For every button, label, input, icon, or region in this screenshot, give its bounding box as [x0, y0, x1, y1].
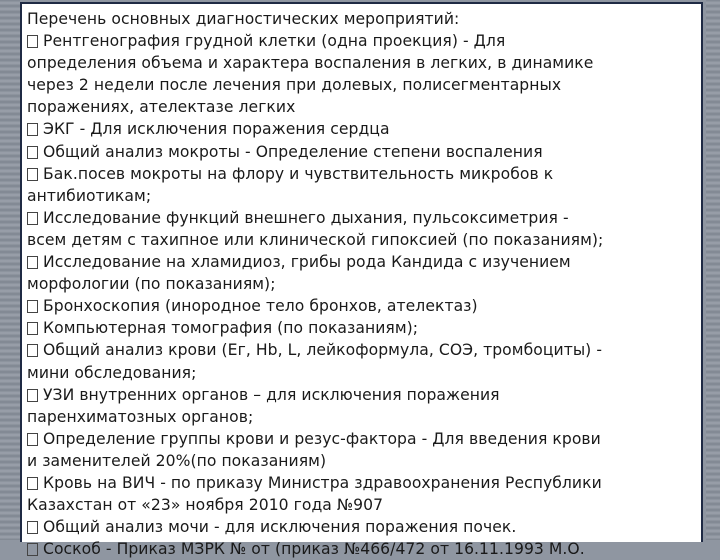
- list-item-line: [27, 516, 699, 538]
- list-item-line: [27, 229, 699, 251]
- list-item-line: [27, 494, 699, 516]
- list-item-text: Казахстан от «23» ноября 2010 года №907: [27, 496, 384, 515]
- bullet-box-icon: [27, 389, 38, 402]
- list-item-text: морфологии (по показаниям);: [27, 275, 276, 294]
- list-item-line: [27, 428, 699, 450]
- list-item-line: [27, 362, 699, 384]
- bullet-box-icon: [27, 477, 38, 490]
- list-item-text: Общий анализ крови (Ег, Hb, L, лейкоформула, СОЭ, тромбоциты) -: [43, 341, 603, 360]
- list-item-text: Исследование функций внешнего дыхания, пульсоксиметрия -: [43, 208, 569, 227]
- list-item-text: поражениях, ателектазе легких: [27, 98, 296, 117]
- list-item-text: паренхиматозных органов;: [27, 407, 254, 426]
- list-item-text: всем детям с тахипное или клинической гипоксией (по показаниям);: [27, 230, 604, 249]
- list-item-text: Исследование на хламидиоз, грибы рода Кандида с изучением: [43, 253, 571, 272]
- list-item-text: мини обследования;: [27, 363, 197, 382]
- list-item-line: [27, 30, 699, 52]
- list-item-line: [27, 52, 699, 74]
- list-item-line: [27, 406, 699, 428]
- list-item-line: [27, 295, 699, 317]
- list-item-line: [27, 384, 699, 406]
- frame-right-border: [706, 0, 720, 540]
- list-item-line: [27, 450, 699, 472]
- list-item-line: [27, 538, 699, 560]
- list-item-text: ЭКГ - Для исключения поражения сердца: [43, 120, 390, 139]
- list-item-text: определения объема и характера воспаления в легких, в динамике: [27, 54, 594, 73]
- list-item-line: [27, 207, 699, 229]
- list-item-line: [27, 163, 699, 185]
- list-item-text: Компьютерная томография (по показаниям);: [43, 319, 419, 338]
- list-item-line: [27, 339, 699, 361]
- list-item-line: [27, 74, 699, 96]
- frame-left-border: [0, 0, 20, 540]
- list-item-text: Определение группы крови и резус-фактора - Для введения крови: [43, 429, 601, 448]
- list-item-text: Кровь на ВИЧ - по приказу Министра здравоохранения Республики: [43, 473, 602, 492]
- list-item-line: [27, 273, 699, 295]
- bullet-box-icon: [27, 433, 38, 446]
- list-item-text: Бронхоскопия (инородное тело бронхов, ателектаз): [43, 297, 478, 316]
- text-body: [27, 8, 699, 560]
- list-item-text: УЗИ внутренних органов – для исключения поражения: [43, 385, 500, 404]
- list-item-text: через 2 недели после лечения при долевых, полисегментарных: [27, 76, 562, 95]
- list-item-line: [27, 96, 699, 118]
- list-item-text: Общий анализ мочи - для исключения поражения почек.: [43, 518, 517, 537]
- slide: [20, 2, 703, 559]
- bullet-box-icon: [27, 300, 38, 313]
- list-item-text: Общий анализ мокроты - Определение степени воспаления: [43, 142, 543, 161]
- bullet-box-icon: [27, 543, 38, 556]
- bullet-box-icon: [27, 344, 38, 357]
- list-item-line: [27, 251, 699, 273]
- list-item-line: [27, 141, 699, 163]
- list-item-line: [27, 317, 699, 339]
- list-item-text: Рентгенография грудной клетки (одна проекция) - Для: [43, 32, 506, 51]
- list-item-text: Соскоб - Приказ МЗРК № от (приказ №466/472 от 16.11.1993 М.О.: [43, 540, 585, 559]
- bullet-box-icon: [27, 322, 38, 335]
- bullet-box-icon: [27, 146, 38, 159]
- heading: Перечень основных диагностических мероприятий:: [27, 10, 460, 28]
- list-item-text: и заменителей 20%(по показаниям): [27, 451, 327, 470]
- list-item-line: [27, 472, 699, 494]
- bullet-box-icon: [27, 256, 38, 269]
- list-item-line: [27, 118, 699, 140]
- list-item-line: [27, 185, 699, 207]
- list-item-text: Бак.посев мокроты на флору и чувствительность микробов к: [43, 164, 554, 183]
- bullet-box-icon: [27, 35, 38, 48]
- bullet-box-icon: [27, 521, 38, 534]
- diagnostic-list: [27, 30, 699, 560]
- bullet-box-icon: [27, 212, 38, 225]
- list-item-text: антибиотикам;: [27, 186, 152, 205]
- bullet-box-icon: [27, 168, 38, 181]
- bullet-box-icon: [27, 123, 38, 136]
